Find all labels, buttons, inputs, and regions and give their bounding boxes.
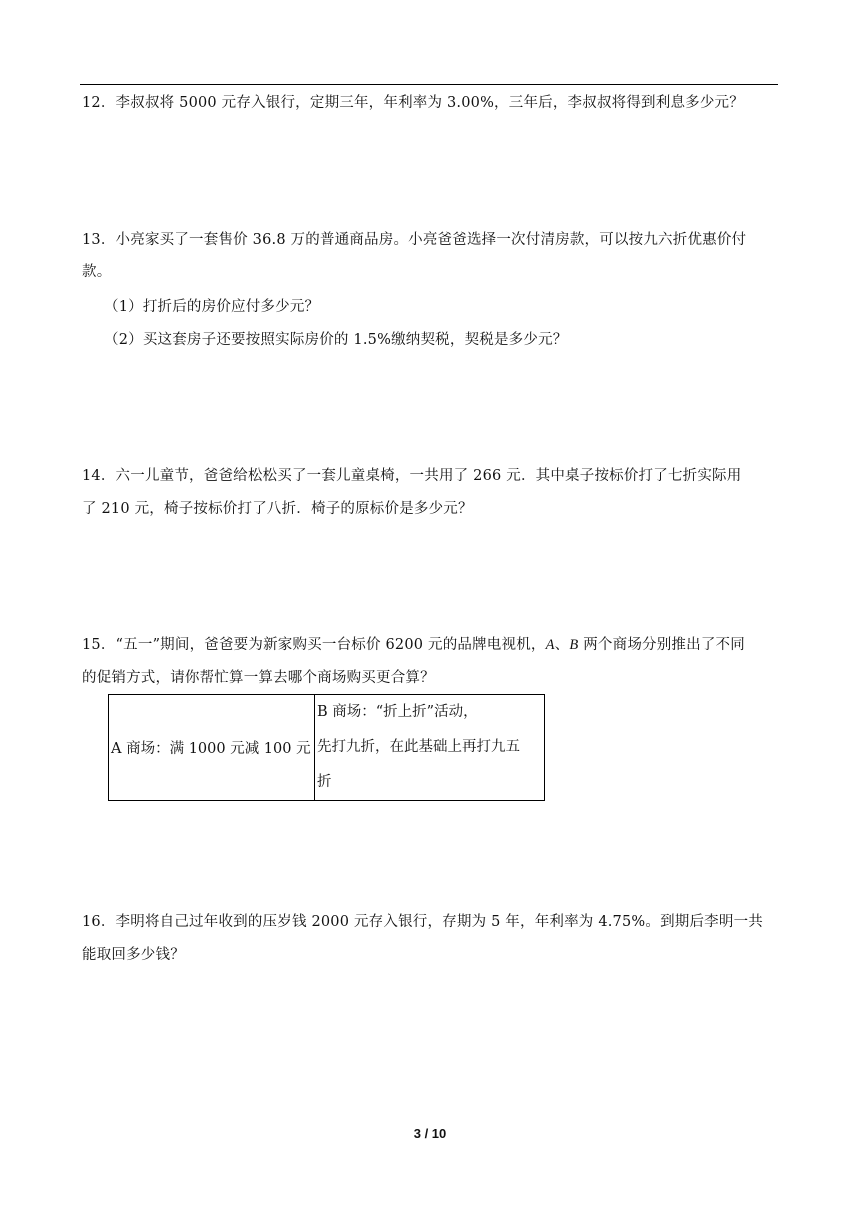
mall-b-line-3: 折 (317, 774, 332, 790)
question-15-line-1-pre: 15．“五一”期间，爸爸要为新家购买一台标价 6200 元的品牌电视机， (82, 637, 546, 653)
promotion-table (108, 694, 545, 801)
question-16-line-2: 能取回多少钱？ (82, 947, 185, 963)
header-rule (80, 84, 778, 85)
question-13-line-1: 13．小亮家买了一套售价 36.8 万的普通商品房。小亮爸爸选择一次付清房款，可以按九六折优惠价付 (82, 232, 747, 248)
promotion-table-row (109, 695, 545, 801)
mall-a-cell: A 商场：满 1000 元减 100 元 (109, 695, 315, 801)
question-15-line-2: 的促销方式，请你帮忙算一算去哪个商场购买更合算？ (82, 670, 435, 686)
mall-b-line-2: 先打九折，在此基础上再打九五 (317, 739, 520, 755)
question-12-line-1: 12．李叔叔将 5000 元存入银行，定期三年，年利率为 3.00%，三年后，李叔叔将得到利息多少元？ (82, 95, 744, 111)
question-15-line-1-post: 两个商场分别推出了不同 (578, 637, 745, 653)
question-13-line-2: 款。 (82, 264, 112, 280)
question-15-mall-a: A (545, 637, 555, 653)
question-13-sub-1: （1）打折后的房价应付多少元？ (104, 299, 320, 315)
question-14-line-1: 14．六一儿童节，爸爸给松松买了一套儿童桌椅，一共用了 266 元．其中桌子按标价打了七折实际用 (82, 468, 742, 484)
question-15-separator: 、 (554, 637, 570, 653)
question-14-line-2: 了 210 元，椅子按标价打了八折．椅子的原标价是多少元？ (82, 501, 473, 517)
mall-b-line-1: B 商场：“折上折”活动， (317, 704, 478, 720)
question-16-line-1: 16．李明将自己过年收到的压岁钱 2000 元存入银行，存期为 5 年，年利率为 4.75%。到期后李明一共 (82, 914, 763, 930)
page-number: 3 / 10 (413, 1126, 447, 1141)
question-13-sub-2: （2）买这套房子还要按照实际房价的 1.5%缴纳契税，契税是多少元？ (104, 332, 568, 348)
question-15-line-1 (82, 635, 745, 655)
mall-b-cell (315, 695, 545, 801)
question-15-mall-b: B (569, 637, 579, 653)
